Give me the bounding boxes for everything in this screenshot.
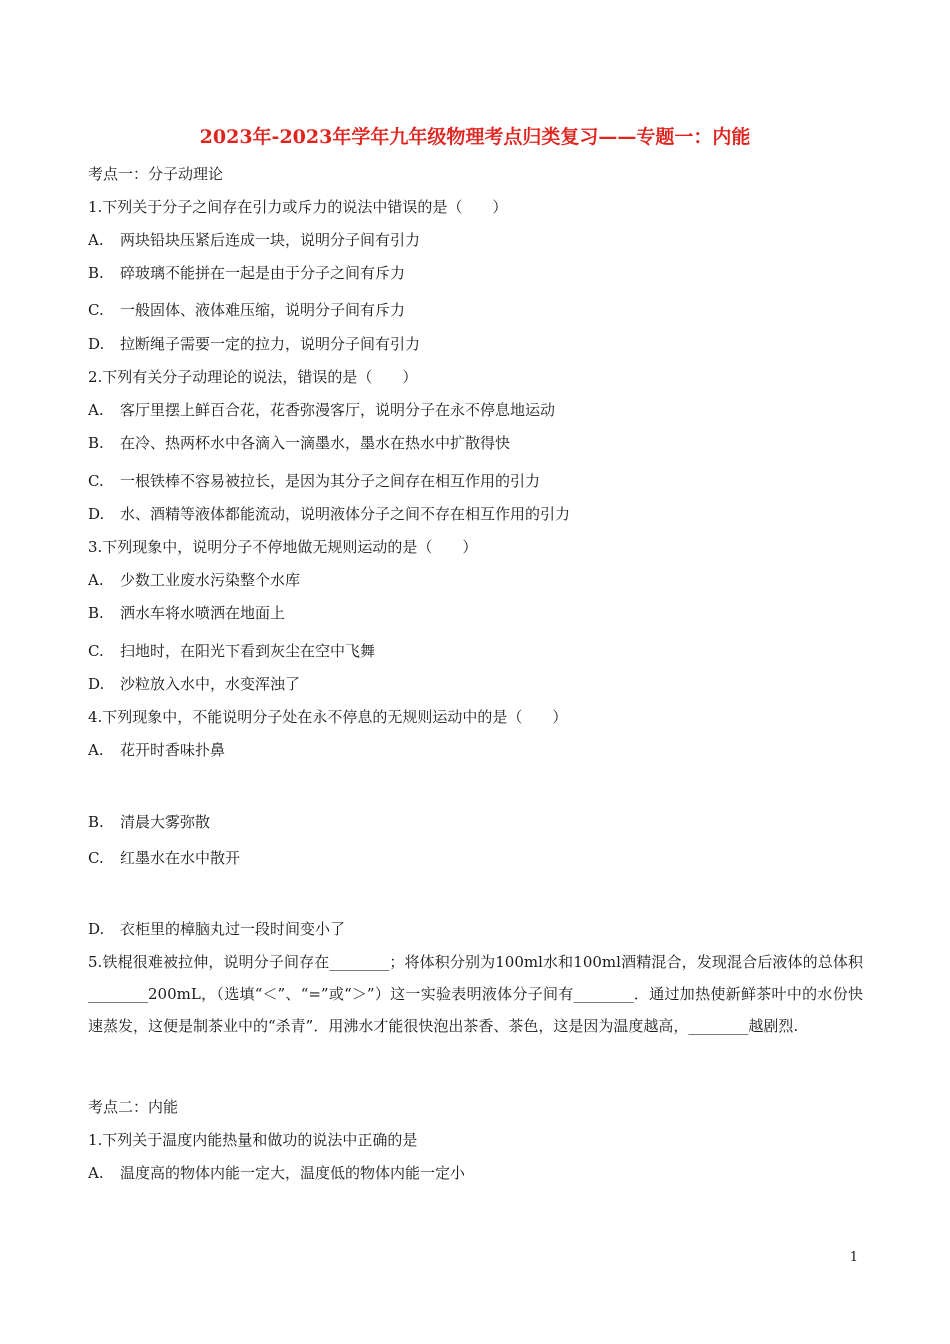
question-2-option-b [88, 432, 510, 454]
option-text: 洒水车将水喷洒在地面上 [120, 604, 286, 622]
question-4-option-b [88, 811, 210, 833]
option-letter: B. [88, 264, 104, 282]
question-1-option-d [88, 333, 420, 355]
question-3-option-d [88, 673, 300, 695]
option-text: 扫地时，在阳光下看到灰尘在空中飞舞 [120, 642, 376, 660]
option-letter: C. [88, 642, 104, 660]
option-letter: B. [88, 813, 104, 831]
question-4-option-a [88, 739, 225, 761]
option-letter: D. [88, 505, 105, 523]
option-text: 温度高的物体内能一定大，温度低的物体内能一定小 [120, 1164, 466, 1182]
question-3-option-b [88, 602, 285, 624]
document-title: 2023年-2023年学年九年级物理考点归类复习——专题一：内能 [199, 126, 751, 148]
question-5-paragraph: 5.铁棍很难被拉伸，说明分子间存在________；将体积分别为100ml水和100ml酒精混合，发现混合后液体的总体积________200mL，（选填“＜”、“=”或“＞”）这一实验表明液体分子间有________．通过加热使新鲜茶叶中的水份快速蒸发，这便是制茶业中的“杀青”．用沸水才能很快泡出茶香、茶色，这是因为温度越高，________越剧烈. [88, 953, 863, 1035]
option-text: 一般固体、液体难压缩，说明分子间有斥力 [120, 301, 406, 319]
question-2-option-d [88, 503, 570, 525]
question-3-stem: 3.下列现象中，说明分子不停地做无规则运动的是（ ） [88, 538, 478, 556]
option-text: 拉断绳子需要一定的拉力，说明分子间有引力 [120, 335, 421, 353]
question-2-stem: 2.下列有关分子动理论的说法，错误的是（ ） [88, 368, 418, 386]
section-heading-1: 考点一：分子动理论 [88, 165, 224, 183]
question-1-stem: 1.下列关于分子之间存在引力或斥力的说法中错误的是（ ） [88, 198, 508, 216]
option-letter: C. [88, 301, 104, 319]
option-text: 在冷、热两杯水中各滴入一滴墨水，墨水在热水中扩散得快 [120, 434, 511, 452]
option-text: 清晨大雾弥散 [120, 813, 211, 831]
option-text: 少数工业废水污染整个水库 [120, 571, 301, 589]
section-2-question-1-option-a [88, 1162, 465, 1184]
option-letter: D. [88, 675, 105, 693]
page-number: 1 [849, 1250, 858, 1265]
option-text: 两块铅块压紧后连成一块，说明分子间有引力 [120, 231, 421, 249]
option-letter: D. [88, 920, 105, 938]
option-letter: A. [88, 1164, 104, 1182]
question-1-option-b [88, 262, 405, 284]
question-4-stem: 4.下列现象中，不能说明分子处在永不停息的无规则运动中的是（ ） [88, 708, 568, 726]
option-letter: A. [88, 231, 104, 249]
option-text: 水、酒精等液体都能流动，说明液体分子之间不存在相互作用的引力 [120, 505, 571, 523]
option-letter: B. [88, 604, 104, 622]
option-text: 红墨水在水中散开 [120, 849, 241, 867]
question-1-option-a [88, 229, 420, 251]
question-2-option-c [88, 470, 540, 492]
option-letter: C. [88, 849, 104, 867]
option-text: 碎玻璃不能拼在一起是由于分子之间有斥力 [120, 264, 406, 282]
section-heading-2: 考点二：内能 [88, 1098, 179, 1116]
question-4-option-c [88, 847, 240, 869]
question-4-option-d [88, 918, 345, 940]
question-3-option-a [88, 569, 300, 591]
option-letter: A. [88, 401, 104, 419]
option-text: 花开时香味扑鼻 [120, 741, 226, 759]
option-letter: D. [88, 335, 105, 353]
question-1-option-c [88, 299, 405, 321]
option-letter: A. [88, 741, 104, 759]
option-letter: A. [88, 571, 104, 589]
option-text: 客厅里摆上鲜百合花，花香弥漫客厅，说明分子在永不停息地运动 [120, 401, 556, 419]
option-text: 一根铁棒不容易被拉长，是因为其分子之间存在相互作用的引力 [120, 472, 541, 490]
question-2-option-a [88, 399, 555, 421]
question-3-option-c [88, 640, 375, 662]
section-2-question-1-stem: 1.下列关于温度内能热量和做功的说法中正确的是 [88, 1131, 418, 1149]
option-text: 衣柜里的樟脑丸过一段时间变小了 [120, 920, 346, 938]
option-letter: B. [88, 434, 104, 452]
option-text: 沙粒放入水中，水变浑浊了 [120, 675, 301, 693]
option-letter: C. [88, 472, 104, 490]
